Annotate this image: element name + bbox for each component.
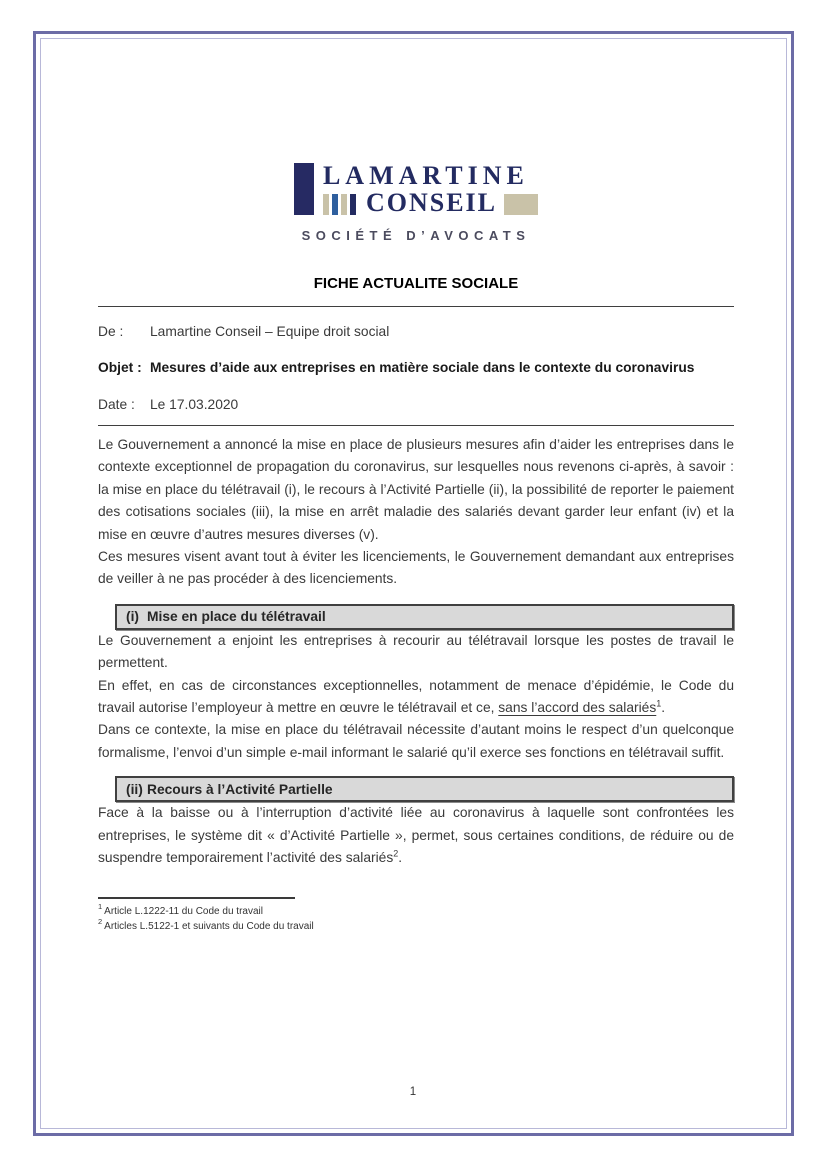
logo-wordmark-lamartine: LAMARTINE bbox=[322, 161, 529, 190]
page-number: 1 bbox=[409, 1086, 417, 1098]
section-number: (i) bbox=[126, 609, 140, 625]
section-title: Recours à l’Activité Partielle bbox=[147, 781, 333, 797]
subject-value: Mesures d’aide aux entreprises en matière sociale dans le contexte du coronavirus bbox=[150, 360, 695, 375]
meta-subject-row bbox=[98, 359, 734, 376]
footnote-text: Articles L.5122-1 et suivants du Code du travail bbox=[104, 920, 314, 932]
company-logo bbox=[98, 163, 734, 243]
logo-navy-block bbox=[294, 163, 314, 215]
logo-beige-square bbox=[504, 194, 538, 215]
footnotes bbox=[98, 897, 734, 934]
intro-paragraph-2: Ces mesures visent avant tout à éviter les licenciements, le Gouvernement demandant aux entreprises de veiller à ne pas procéder à des licenciements. bbox=[98, 549, 734, 587]
logo-bars bbox=[323, 194, 359, 215]
footnote-text: Article L.1222-11 du Code du travail bbox=[104, 905, 263, 917]
section-title: Mise en place du télétravail bbox=[147, 609, 326, 625]
paragraph-text: Face à la baisse ou à l’interruption d’activité liée au coronavirus à laquelle sont confrontées les entreprises, le système dit « d’Activité Partielle », permet, sous certaines conditions, de réduire ou de suspendre temporairement l’activité des salariés bbox=[98, 805, 734, 866]
footnote-marker: 2 bbox=[98, 917, 103, 927]
footnote-separator bbox=[98, 897, 295, 899]
section-number: (ii) bbox=[126, 781, 143, 797]
underlined-phrase: sans l’accord des salariés bbox=[498, 700, 657, 716]
footnote-2 bbox=[98, 919, 734, 934]
footnote-ref-2: 2 bbox=[393, 848, 399, 859]
logo-bar-navy bbox=[350, 194, 356, 215]
paragraph-text: . bbox=[398, 850, 403, 866]
meta-from-row bbox=[98, 323, 734, 340]
logo-main bbox=[294, 163, 538, 215]
section-header-activite-partielle bbox=[115, 776, 734, 802]
section2-paragraph-1 bbox=[98, 802, 734, 869]
document-content bbox=[98, 0, 734, 934]
date-value: Le 17.03.2020 bbox=[150, 397, 239, 412]
logo-wordmark-conseil: CONSEIL bbox=[365, 188, 498, 217]
logo-bar-beige bbox=[341, 194, 347, 215]
section-header-teletravail bbox=[115, 604, 734, 630]
intro-paragraph-1: Le Gouvernement a annoncé la mise en place de plusieurs mesures afin d’aider les entreprises dans le contexte exceptionnel de propagation du coronavirus, sur lesquelles nous revenons ci-après, à savoir : la mise en place du télétravail (i), le recours à l’Activité Partielle (ii), la possibilité de reporter le paiement des cotisations sociales (iii), la mise en arrêt maladie des salariés devant garder leur enfant (iv) et la mise en œuvre d’autres mesures diverses (v). bbox=[98, 437, 734, 542]
subject-label: Objet : bbox=[98, 360, 142, 375]
section1-paragraph-3: Dans ce contexte, la mise en place du télétravail nécessite d’autant moins le respect d’un quelconque formalisme, l’envoi d’un simple e-mail informant le salarié qu’il exerce ses fonctions en télétravail suffit. bbox=[98, 722, 734, 760]
logo-text bbox=[323, 163, 538, 215]
footnote-1 bbox=[98, 904, 734, 919]
footnote-ref-1: 1 bbox=[656, 698, 662, 709]
header-rule-top bbox=[98, 306, 734, 307]
footnote-marker: 1 bbox=[98, 902, 103, 912]
paragraph-text: En effet, en cas de circonstances exceptionnelles, notamment de menace d’épidémie, le Code du travail autorise l’employeur à mettre en œuvre le télétravail et ce, bbox=[98, 677, 734, 716]
from-value: Lamartine Conseil – Equipe droit social bbox=[150, 324, 390, 339]
logo-subtitle: SOCIÉTÉ D’AVOCATS bbox=[301, 228, 531, 243]
section1-paragraph-2 bbox=[98, 675, 734, 720]
logo-bar-beige bbox=[323, 194, 329, 215]
meta-date-row bbox=[98, 396, 734, 413]
logo-bar-blue bbox=[332, 194, 338, 215]
date-label: Date : bbox=[98, 397, 135, 412]
document-title: FICHE ACTUALITE SOCIALE bbox=[313, 275, 519, 292]
from-label: De : bbox=[98, 324, 124, 339]
logo-second-line bbox=[323, 188, 538, 217]
paragraph-text: . bbox=[661, 700, 666, 716]
section1-paragraph-1: Le Gouvernement a enjoint les entreprises à recourir au télétravail lorsque les postes de travail le permettent. bbox=[98, 632, 734, 671]
header-rule-bottom bbox=[98, 425, 734, 426]
